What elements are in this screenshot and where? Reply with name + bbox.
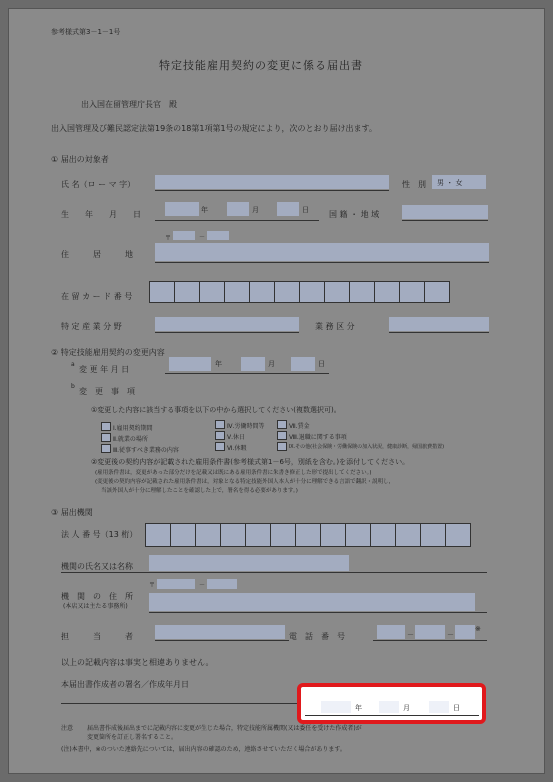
- change-month-input[interactable]: [241, 357, 265, 371]
- corp-number-cells[interactable]: [145, 523, 471, 547]
- sign-year-unit: 年: [355, 704, 362, 712]
- phone-part-3[interactable]: [455, 625, 475, 639]
- checkbox-wages[interactable]: [277, 420, 287, 429]
- industry-label: 特 定 産 業 分 野: [61, 322, 122, 331]
- dob-month-input[interactable]: [227, 202, 249, 216]
- change-year-unit: 年: [215, 360, 222, 368]
- sign-year-input[interactable]: [321, 701, 351, 713]
- checkbox-label-workplace: Ⅱ.就業の場所: [113, 436, 148, 443]
- person-underline: [155, 640, 289, 641]
- person-input[interactable]: [155, 625, 285, 639]
- signature-label: 本届出書作成者の署名／作成年月日: [61, 680, 189, 689]
- name-label: 氏 名（ロ ー マ 字）: [61, 180, 136, 189]
- dob-day-unit: 日: [302, 206, 309, 214]
- notes-line-3: (注)本書中，※のついた連絡先については，届出内容の確認のため，連絡させていただく場合があります。: [61, 746, 346, 753]
- address-underline: [155, 262, 489, 263]
- address-postal-mark: 〒: [165, 235, 172, 242]
- card-number-label: 在 留 カ ー ド 番 号: [61, 292, 133, 301]
- dob-month-unit: 月: [252, 206, 259, 214]
- sex-label: 性 別: [402, 180, 426, 189]
- instruction-1: ①変更した内容に該当する事項を以下の中から選択してください(複数選択可)。: [91, 406, 341, 414]
- industry-underline: [155, 332, 299, 333]
- category-input[interactable]: [389, 317, 489, 331]
- name-underline: [155, 190, 389, 191]
- org-name-label: 機関の氏名又は名称: [61, 562, 133, 571]
- checkbox-workplace[interactable]: [101, 433, 111, 442]
- phone-part-1[interactable]: [377, 625, 405, 639]
- org-address-sublabel: (本店又は主たる事務所): [63, 603, 128, 610]
- change-date-underline: [165, 373, 329, 374]
- intro-text: 出入国管理及び難民認定法第19条の18第1項第1号の規定により，次のとおり届け出ます。: [51, 124, 377, 133]
- dob-year-unit: 年: [201, 206, 208, 214]
- sign-day-input[interactable]: [429, 701, 449, 713]
- postal-code-2[interactable]: [207, 231, 229, 240]
- change-day-unit: 日: [318, 360, 325, 368]
- checkbox-holidays[interactable]: [215, 431, 225, 440]
- org-postal-code-2[interactable]: [207, 579, 237, 589]
- org-address-label: 機 関 の 住 所: [61, 592, 133, 601]
- address-input[interactable]: [155, 243, 489, 261]
- checkbox-duties[interactable]: [101, 444, 111, 453]
- checkbox-label-holidays: Ⅴ.休日: [227, 434, 246, 441]
- checkbox-label-other: Ⅸ.その他(社会保険・労働保険の加入状況，健康診断，帰国旅費措置): [289, 444, 445, 450]
- address-label: 住 居 地: [61, 250, 133, 259]
- section2-heading: ② 特定技能雇用契約の変更内容: [51, 348, 165, 357]
- postal-dash: －: [199, 234, 206, 241]
- sign-month-input[interactable]: [379, 701, 399, 713]
- change-date-label: 変 更 年 月 日: [79, 365, 130, 374]
- note-2: (変更後の契約内容が記載された雇用条件書は，対象となる特定技能外国人本人が十分に理解できる言語で翻訳・説明し，: [95, 479, 395, 485]
- dob-underline: [155, 220, 319, 221]
- org-name-input[interactable]: [149, 555, 349, 571]
- org-postal-code-1[interactable]: [157, 579, 195, 589]
- notes-line-1: 届出書作成後届出までに記載内容に変更が生じた場合，特定技能所属機関(又は委任を受けた作成者)が: [87, 725, 362, 732]
- note-3: 当該外国人が十分に理解したことを確認した上で，署名を得る必要があります。): [101, 488, 298, 494]
- item-a-mark: a: [71, 361, 75, 368]
- nationality-label: 国 籍 ・ 地 域: [329, 210, 380, 219]
- person-label: 担 当 者: [61, 632, 133, 641]
- change-day-input[interactable]: [291, 357, 315, 371]
- checkbox-leave[interactable]: [215, 442, 225, 451]
- item-b-mark: b: [71, 383, 75, 390]
- name-input[interactable]: [155, 175, 389, 189]
- phone-part-2[interactable]: [415, 625, 445, 639]
- phone-dash-2: －: [447, 631, 454, 639]
- note-1: (雇用条件書は，変更があった部分だけを記載又は既にある雇用条件書に朱書き修正した形で提出してください。): [95, 470, 372, 476]
- phone-note-mark: ※: [475, 625, 481, 633]
- sign-month-unit: 月: [403, 704, 410, 712]
- change-year-input[interactable]: [169, 357, 211, 371]
- phone-dash-1: －: [407, 631, 414, 639]
- org-postal-dash: －: [199, 582, 206, 589]
- nationality-underline: [402, 220, 488, 221]
- org-address-underline: [149, 612, 487, 613]
- category-underline: [389, 332, 489, 333]
- dob-year-input[interactable]: [165, 202, 199, 216]
- industry-input[interactable]: [155, 317, 299, 331]
- checkbox-contract-period[interactable]: [101, 422, 111, 431]
- org-name-underline: [61, 572, 487, 573]
- checkbox-label-duties: Ⅲ.従事すべき業務の内容: [113, 447, 179, 454]
- checkbox-label-contract-period: Ⅰ.雇用契約期間: [113, 425, 153, 432]
- phone-underline: [373, 640, 487, 641]
- checkbox-other[interactable]: [277, 442, 287, 451]
- signature-underline: [61, 703, 297, 704]
- form-number: 参考様式第3－1－1号: [51, 28, 121, 36]
- sex-options: 男 ・ 女: [437, 179, 463, 187]
- category-label: 業 務 区 分: [315, 322, 355, 331]
- instruction-2: ②変更後の契約内容が記載された雇用条件書(参考様式第1－6号，別紙を含む。)を添付してください。: [91, 458, 410, 466]
- section3-heading: ③ 届出機関: [51, 508, 93, 517]
- phone-label: 電 話 番 号: [289, 632, 345, 641]
- section1-heading: ① 届出の対象者: [51, 155, 109, 164]
- checkbox-label-working-hours: Ⅳ.労働時間等: [227, 423, 265, 430]
- card-number-cells[interactable]: [149, 281, 450, 303]
- change-month-unit: 月: [268, 360, 275, 368]
- nationality-input[interactable]: [402, 205, 488, 219]
- checkbox-working-hours[interactable]: [215, 420, 225, 429]
- org-address-input[interactable]: [149, 593, 475, 611]
- sign-day-unit: 日: [453, 704, 460, 712]
- corp-number-label: 法 人 番 号（13 桁）: [61, 530, 138, 539]
- form-page: [8, 8, 545, 774]
- checkbox-label-wages: Ⅶ.賃金: [289, 423, 310, 430]
- page-title: 特定技能雇用契約の変更に係る届出書: [159, 59, 363, 72]
- org-postal-mark: 〒: [149, 582, 156, 589]
- addressee: 出入国在留管理庁長官 殿: [81, 100, 177, 109]
- sign-date-underline: [305, 715, 479, 716]
- declaration-text: 以上の記載内容は事実と相違ありません。: [61, 658, 214, 667]
- checkbox-label-leave: Ⅵ.休暇: [227, 445, 247, 452]
- postal-code-1[interactable]: [173, 231, 195, 240]
- change-item-label: 変 更 事 項: [79, 387, 135, 396]
- dob-day-input[interactable]: [277, 202, 299, 216]
- checkbox-retirement[interactable]: [277, 431, 287, 440]
- notes-line-2: 変更箇所を訂正し署名すること。: [87, 734, 178, 741]
- notes-label: 注意: [61, 725, 74, 732]
- checkbox-label-retirement: Ⅷ.退職に関する事項: [289, 434, 347, 441]
- dob-label: 生 年 月 日: [61, 210, 141, 219]
